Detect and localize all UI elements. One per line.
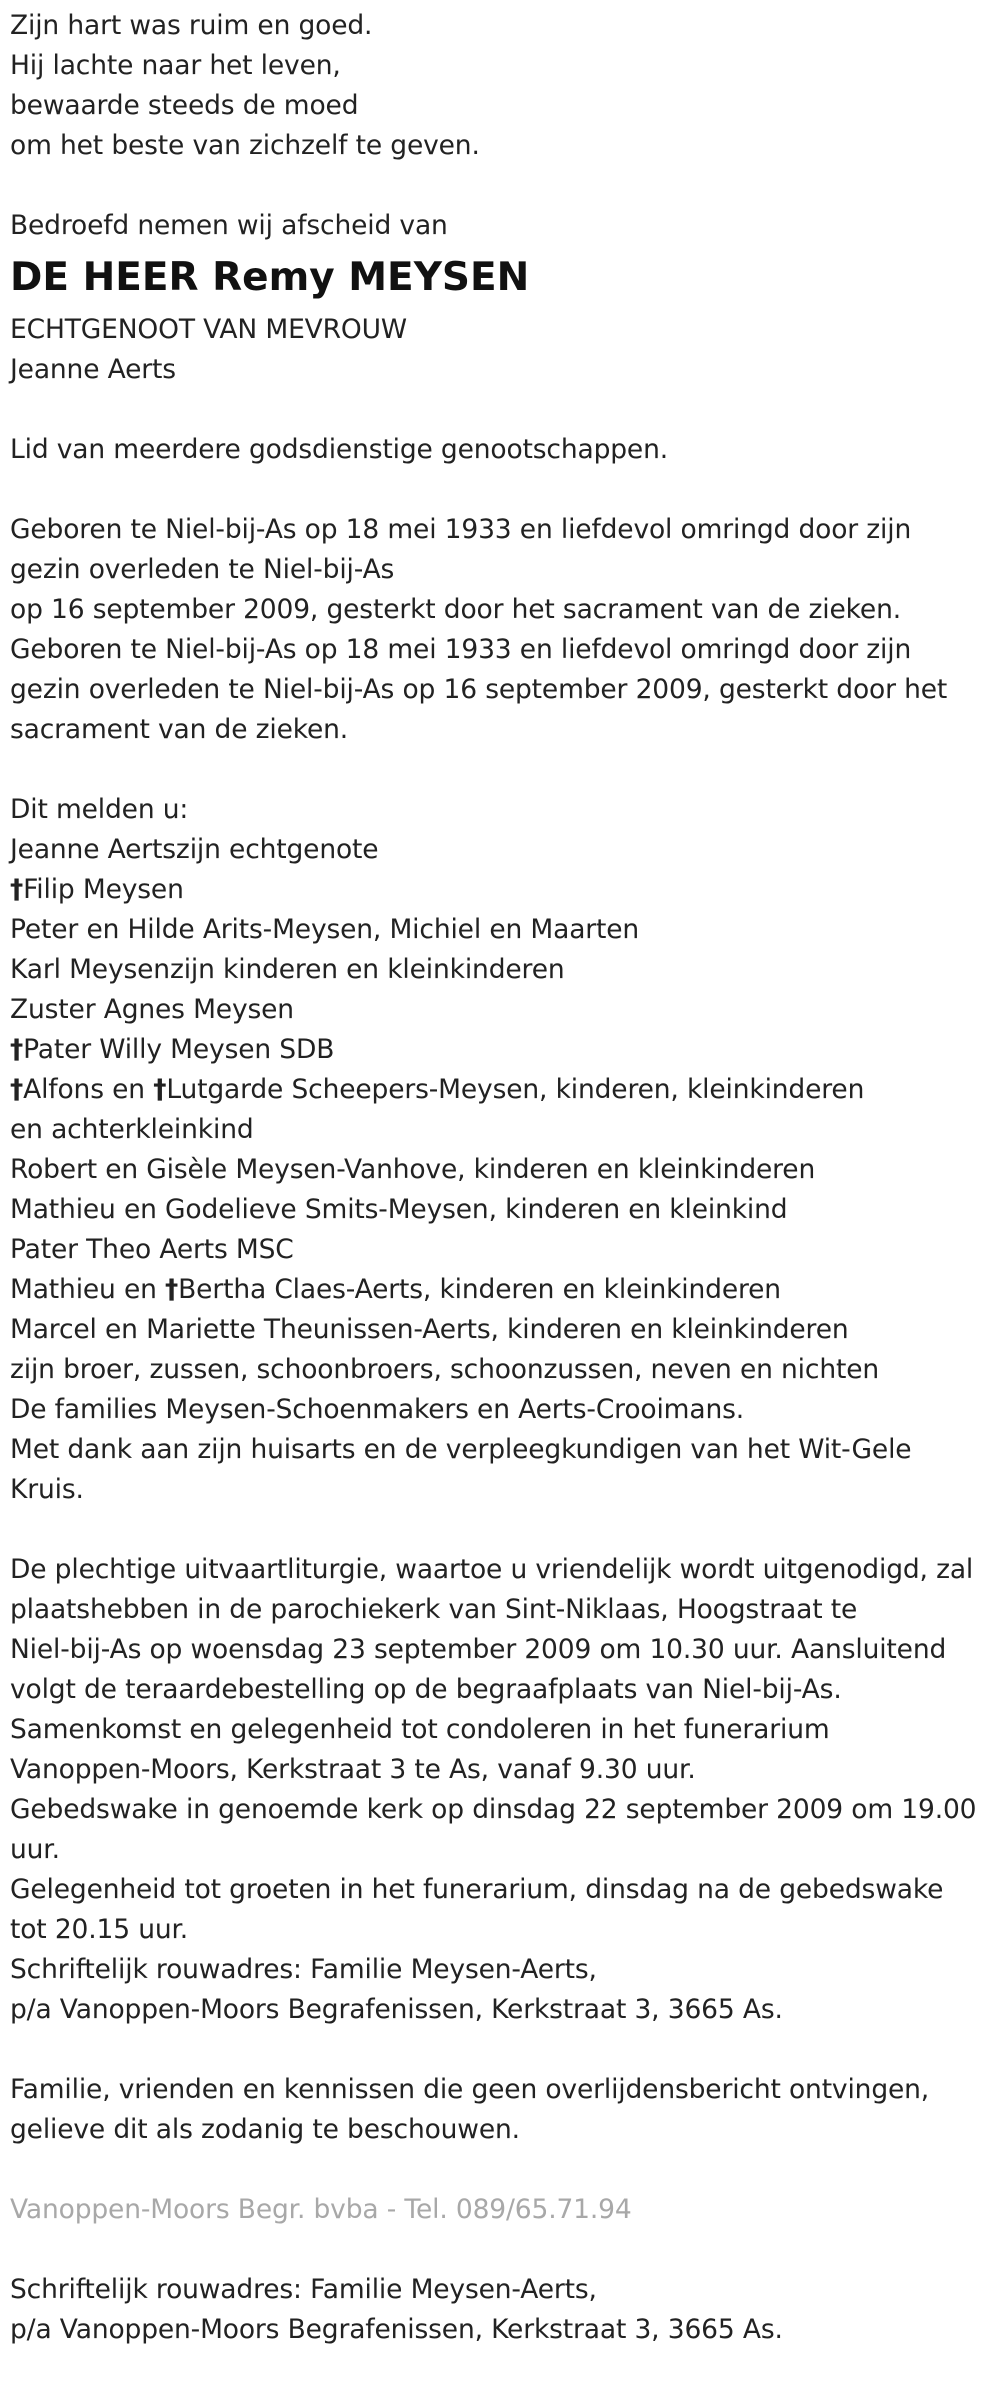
family-line bbox=[10, 1070, 1000, 1110]
address-block bbox=[10, 2270, 1000, 2350]
poem bbox=[10, 6, 1000, 166]
family-line bbox=[10, 1470, 1000, 1510]
family-text: Met dank aan zijn huisarts en de verpleegkundigen van het Wit-Gele bbox=[10, 1434, 912, 1465]
closing-block bbox=[10, 2070, 1000, 2150]
family-line bbox=[10, 1390, 1000, 1430]
birth-death-line: gezin overleden te Niel-bij-As bbox=[10, 554, 395, 585]
family-line bbox=[10, 1230, 1000, 1270]
family-line bbox=[10, 1430, 1000, 1470]
birth-death-line: sacrament van de zieken. bbox=[10, 714, 349, 745]
spacer bbox=[10, 2030, 1000, 2070]
funeral-line: Vanoppen-Moors, Kerkstraat 3 te As, vanaf 9.30 uur. bbox=[10, 1754, 696, 1785]
family-text: Mathieu en Godelieve Smits-Meysen, kinderen en kleinkind bbox=[10, 1194, 788, 1225]
spacer bbox=[10, 390, 1000, 430]
intro-text: Bedroefd nemen wij afscheid van bbox=[10, 210, 448, 241]
spacer bbox=[10, 1510, 1000, 1550]
family-text: en achterkleinkind bbox=[10, 1114, 254, 1145]
family-text: Karl Meysenzijn kinderen en kleinkinderen bbox=[10, 954, 565, 985]
funeral-line: p/a Vanoppen-Moors Begrafenissen, Kerkstraat 3, 3665 As. bbox=[10, 1994, 783, 2025]
address-line: Schriftelijk rouwadres: Familie Meysen-Aerts, bbox=[10, 2274, 597, 2305]
poem-line: Zijn hart was ruim en goed. bbox=[10, 10, 373, 41]
family-text: Kruis. bbox=[10, 1474, 84, 1505]
funeral-line: volgt de teraardebestelling op de begraafplaats van Niel-bij-As. bbox=[10, 1674, 842, 1705]
family-list bbox=[10, 830, 1000, 1510]
family-text: Pater Willy Meysen SDB bbox=[23, 1034, 335, 1065]
family-text: Jeanne Aertszijn echtgenote bbox=[10, 834, 379, 865]
spacer bbox=[10, 166, 1000, 206]
deceased-name: DE HEER Remy MEYSEN bbox=[10, 255, 530, 300]
family-line bbox=[10, 1270, 1000, 1310]
address-line: p/a Vanoppen-Moors Begrafenissen, Kerkstraat 3, 3665 As. bbox=[10, 2314, 783, 2345]
family-line bbox=[10, 950, 1000, 990]
funeral-line: tot 20.15 uur. bbox=[10, 1914, 189, 1945]
funeral-line: uur. bbox=[10, 1834, 60, 1865]
funeral-line: Schriftelijk rouwadres: Familie Meysen-Aerts, bbox=[10, 1954, 597, 1985]
family-line bbox=[10, 1350, 1000, 1390]
family-line bbox=[10, 1190, 1000, 1230]
funeral-line: Gebedswake in genoemde kerk op dinsdag 22 september 2009 om 19.00 bbox=[10, 1794, 977, 1825]
family-text: Mathieu en bbox=[10, 1274, 166, 1305]
family-text: Robert en Gisèle Meysen-Vanhove, kinderen en kleinkinderen bbox=[10, 1154, 816, 1185]
family-text: Zuster Agnes Meysen bbox=[10, 994, 294, 1025]
birth-death-line: Geboren te Niel-bij-As op 18 mei 1933 en liefdevol omringd door zijn bbox=[10, 634, 912, 665]
family-text: Filip Meysen bbox=[23, 874, 184, 905]
family-line bbox=[10, 1110, 1000, 1150]
funeral-line: Niel-bij-As op woensdag 23 september 2009 om 10.30 uur. Aansluitend bbox=[10, 1634, 947, 1665]
family-text: De families Meysen-Schoenmakers en Aerts-Crooimans. bbox=[10, 1394, 745, 1425]
funeral-line: Samenkomst en gelegenheid tot condoleren in het funerarium bbox=[10, 1714, 830, 1745]
family-line bbox=[10, 870, 1000, 910]
closing-line: gelieve dit als zodanig te beschouwen. bbox=[10, 2114, 520, 2145]
family-line bbox=[10, 1030, 1000, 1070]
spacer bbox=[10, 2230, 1000, 2270]
spouse-title: ECHTGENOOT VAN MEVROUW bbox=[10, 314, 407, 345]
family-text: Marcel en Mariette Theunissen-Aerts, kinderen en kleinkinderen bbox=[10, 1314, 849, 1345]
birth-death-line: Geboren te Niel-bij-As op 18 mei 1933 en liefdevol omringd door zijn bbox=[10, 514, 912, 545]
family-text: zijn broer, zussen, schoonbroers, schoonzussen, neven en nichten bbox=[10, 1354, 880, 1385]
family-text: Peter en Hilde Arits-Meysen, Michiel en Maarten bbox=[10, 914, 640, 945]
family-line bbox=[10, 830, 1000, 870]
family-text: Bertha Claes-Aerts, kinderen en kleinkinderen bbox=[178, 1274, 781, 1305]
family-intro: Dit melden u: bbox=[10, 794, 189, 825]
poem-line: bewaarde steeds de moed bbox=[10, 90, 359, 121]
closing-line: Familie, vrienden en kennissen die geen overlijdensbericht ontvingen, bbox=[10, 2074, 930, 2105]
family-text: Lutgarde Scheepers-Meysen, kinderen, kleinkinderen bbox=[166, 1074, 865, 1105]
funeral-block bbox=[10, 1550, 1000, 2030]
family-text: Alfons en bbox=[23, 1074, 154, 1105]
family-text: Pater Theo Aerts MSC bbox=[10, 1234, 294, 1265]
spacer bbox=[10, 2150, 1000, 2190]
spouse-name: Jeanne Aerts bbox=[10, 354, 176, 385]
poem-line: om het beste van zichzelf te geven. bbox=[10, 130, 480, 161]
family-line bbox=[10, 990, 1000, 1030]
poem-line: Hij lachte naar het leven, bbox=[10, 50, 341, 81]
undertaker-contact: Vanoppen-Moors Begr. bvba - Tel. 089/65.71.94 bbox=[10, 2194, 632, 2225]
membership-text: Lid van meerdere godsdienstige genootschappen. bbox=[10, 434, 668, 465]
cross-icon: † bbox=[165, 1274, 179, 1305]
family-line bbox=[10, 1150, 1000, 1190]
funeral-line: De plechtige uitvaartliturgie, waartoe u vriendelijk wordt uitgenodigd, zal bbox=[10, 1554, 974, 1585]
birth-death-line: gezin overleden te Niel-bij-As op 16 september 2009, gesterkt door het bbox=[10, 674, 948, 705]
family-line bbox=[10, 910, 1000, 950]
cross-icon: † bbox=[10, 1074, 24, 1105]
family-line bbox=[10, 1310, 1000, 1350]
spacer bbox=[10, 470, 1000, 510]
cross-icon: † bbox=[153, 1074, 167, 1105]
birth-death-block bbox=[10, 510, 1000, 750]
funeral-line: Gelegenheid tot groeten in het funerarium, dinsdag na de gebedswake bbox=[10, 1874, 944, 1905]
cross-icon: † bbox=[10, 1034, 24, 1065]
funeral-line: plaatshebben in de parochiekerk van Sint-Niklaas, Hoogstraat te bbox=[10, 1594, 858, 1625]
birth-death-line: op 16 september 2009, gesterkt door het sacrament van de zieken. bbox=[10, 594, 901, 625]
spacer bbox=[10, 750, 1000, 790]
cross-icon: † bbox=[10, 874, 24, 905]
